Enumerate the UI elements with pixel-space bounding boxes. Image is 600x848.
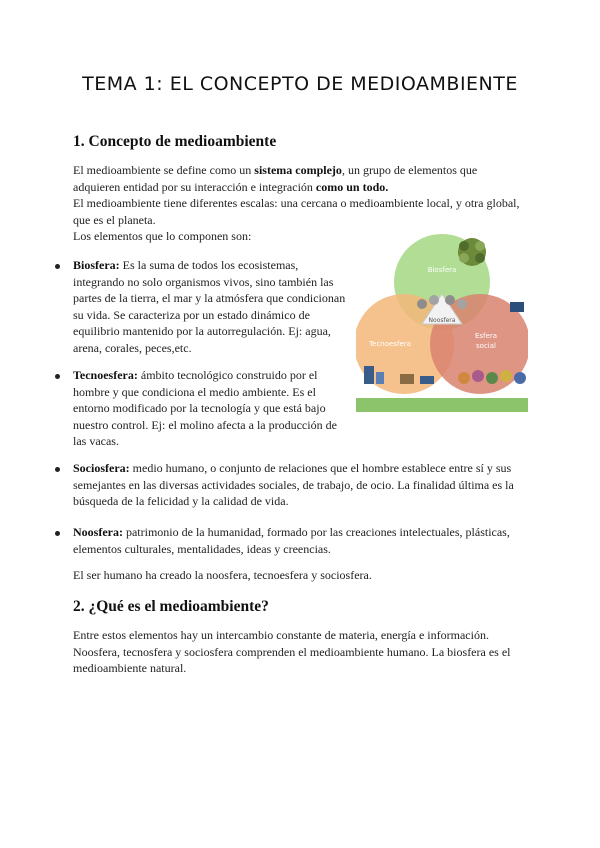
section-1-heading: 1. Concepto de medioambiente [73,133,277,150]
intro-bold-1: sistema complejo [254,163,342,177]
person-icon [458,372,470,384]
desc-biosfera: Es la suma de todos los ecosistemas, integrando no solo organismos vivos, sino también las partes de la tierra, el mar y la atmósfera que condicionan su vida. Se caracteriza por un estado dinámico de equilibrio mantenido por la autorregulación. Ej: agua, arena, corales, peces,etc. [73,258,346,355]
factory-icon [400,374,414,384]
term-sociosfera: Sociosfera: [73,461,130,475]
person-icon [500,370,512,382]
social-activity-icon [510,302,524,312]
scales-paragraph: El medioambiente tiene diferentes escalas: una cercana o medioambiente local, y otra global, que es el planeta. [73,196,520,227]
closing-paragraph: El ser humano ha creado la noosfera, tecnoesfera y sociosfera. [73,568,372,582]
intro-text-1: El medioambiente se define como un [73,163,255,177]
building-icon [364,366,374,384]
bullet-dot [55,374,60,379]
label-tecnoesfera: Tecnoesfera [369,340,411,348]
list-item-biosfera [73,257,349,357]
term-noosfera: Noosfera: [73,525,123,539]
bullet-dot [55,531,60,536]
desc-tecnoesfera: ámbito tecnológico construido por el hombre y que condiciona el medio ambiente. Es el entorno modificado por la tecnología y que está bajo nuestro control. Ej: el molino afecta a la producción de las vacas. [73,368,337,449]
desc-sociosfera: medio humano, o conjunto de relaciones que el hombre establece entre sí y sus semejantes en las diversas actividades sociales, de trabajo, de ocio. La finalidad última es la búsqueda de la felicidad y la calidad de vida. [73,461,514,509]
label-esfera: Esfera [474,332,498,340]
person-icon [514,372,526,384]
bullet-dot [55,264,60,269]
sun-icon [475,253,485,263]
water-icon [459,253,469,263]
page-title: TEMA 1: EL CONCEPTO DE MEDIOAMBIENTE [82,73,518,95]
term-tecnoesfera: Tecnoesfera: [73,368,138,382]
culture-icon [457,299,467,309]
person-icon [486,372,498,384]
culture-icon [445,295,455,305]
section-2-paragraph: Entre estos elementos hay un intercambio constante de materia, energía e información. Noosfera, tecnosfera y sociosfera comprenden el medioambiente humano. La biosfera es el medioambiente natural. [73,628,511,676]
culture-icon [429,295,439,305]
building-icon [376,372,384,384]
desc-noosfera: patrimonio de la humanidad, formado por las creaciones intelectuales, plásticas, elementos culturales, mentalidades, ideas y creencias. [73,525,510,556]
label-social: social [476,342,496,350]
grass-strip [356,398,528,412]
list-item-tecnoesfera [73,367,341,450]
term-biosfera: Biosfera: [73,258,120,272]
intro-text-2: , un grupo de elementos que adquieren entidad por su interacción e integración [73,163,478,194]
tree-icon [459,241,469,251]
bullet-dot [55,467,60,472]
list-item-sociosfera [73,460,527,510]
leaf-icon [475,241,485,251]
list-item-noosfera [73,524,527,557]
elements-intro: Los elementos que lo componen son: [73,229,252,243]
culture-icon [417,299,427,309]
section-2-heading: 2. ¿Qué es el medioambiente? [73,598,269,615]
intro-bold-2: como un todo. [315,179,389,194]
medioambiente-diagram [356,228,528,412]
person-icon [472,370,484,382]
intro-paragraph [73,162,525,195]
label-biosfera: Biosfera [427,266,457,274]
truck-icon [420,376,434,384]
label-noosfera: Noosfera [428,317,456,324]
